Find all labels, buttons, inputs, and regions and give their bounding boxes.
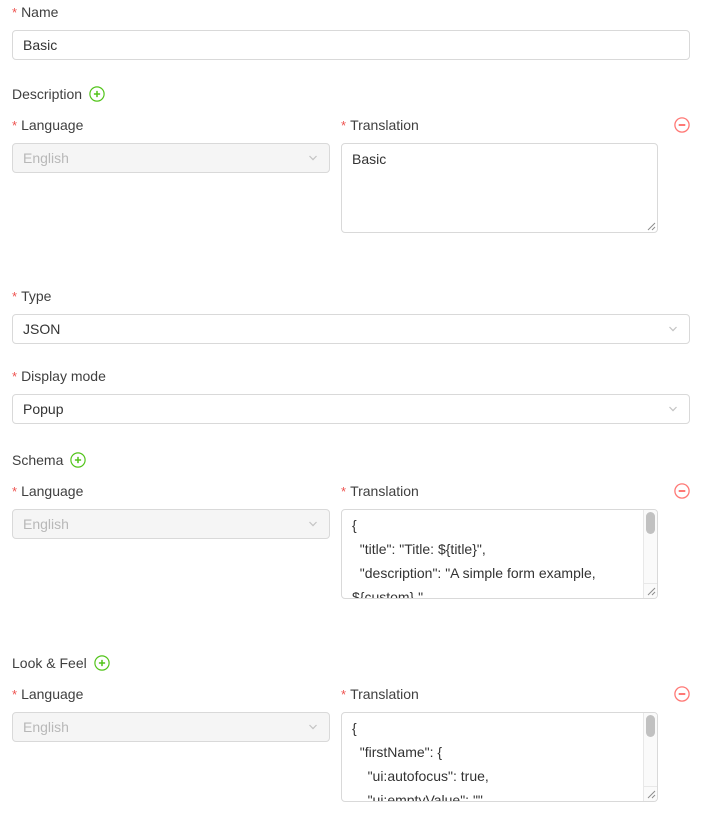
translation-field-label [341, 117, 658, 134]
schema-language-select [12, 509, 330, 539]
language-label-text: Language [21, 117, 84, 133]
scrollbar-corner [643, 786, 657, 801]
scrollbar-track[interactable] [643, 510, 657, 583]
description-language-select [12, 143, 330, 173]
remove-look-feel-translation-button[interactable] [674, 686, 690, 702]
plus-circle-icon [94, 655, 110, 671]
name-field-label [12, 4, 690, 21]
minus-circle-icon [674, 117, 690, 133]
type-select-value: JSON [23, 321, 61, 337]
display-mode-select[interactable] [12, 394, 690, 424]
remove-schema-translation-button[interactable] [674, 483, 690, 499]
type-field-label [12, 288, 690, 305]
description-language-column [12, 117, 330, 173]
chevron-down-icon [307, 721, 319, 733]
look-feel-section-title: Look & Feel [12, 655, 87, 671]
scrollbar-track[interactable] [643, 713, 657, 786]
look-feel-section-header [12, 653, 690, 673]
language-field-label [12, 483, 330, 500]
plus-circle-icon [70, 452, 86, 468]
minus-circle-icon [674, 483, 690, 499]
translation-label-text: Translation [350, 686, 419, 702]
description-translation-textarea[interactable] [341, 143, 658, 233]
scrollbar-thumb[interactable] [646, 512, 655, 534]
language-field-label [12, 686, 330, 703]
required-marker: * [12, 484, 18, 499]
add-look-feel-translation-button[interactable] [94, 655, 110, 671]
type-label-text: Type [21, 288, 52, 304]
required-marker: * [341, 687, 347, 702]
chevron-down-icon [667, 403, 679, 415]
type-select[interactable] [12, 314, 690, 344]
required-marker: * [341, 118, 347, 133]
language-select-value: English [23, 719, 69, 735]
add-schema-translation-button[interactable] [70, 452, 86, 468]
scrollbar-corner [643, 583, 657, 598]
schema-language-column [12, 483, 330, 539]
remove-description-translation-button[interactable] [674, 117, 690, 133]
name-label-text: Name [21, 4, 59, 20]
name-input[interactable] [12, 30, 690, 60]
description-translation-column [341, 117, 658, 233]
chevron-down-icon [667, 323, 679, 335]
schema-translation-row [12, 483, 690, 599]
description-section-header [12, 84, 690, 104]
schema-section-header [12, 450, 690, 470]
look-feel-translation-textarea[interactable] [341, 712, 658, 802]
translation-field-label [341, 686, 658, 703]
resize-grip-icon[interactable] [647, 790, 656, 799]
required-marker: * [12, 5, 18, 20]
schema-translation-textarea[interactable] [341, 509, 658, 599]
required-marker: * [12, 118, 18, 133]
resize-grip-icon[interactable] [647, 587, 656, 596]
scrollbar-thumb[interactable] [646, 715, 655, 737]
description-translation-row [12, 117, 690, 233]
language-field-label [12, 117, 330, 134]
schema-section-title: Schema [12, 452, 64, 468]
plus-circle-icon [89, 86, 105, 102]
translation-field-label [341, 483, 658, 500]
look-feel-language-column [12, 686, 330, 742]
display-mode-field-label [12, 368, 690, 385]
translation-label-text: Translation [350, 117, 419, 133]
schema-translation-column [341, 483, 658, 599]
display-mode-select-value: Popup [23, 401, 64, 417]
language-select-value: English [23, 150, 69, 166]
minus-circle-icon [674, 686, 690, 702]
language-label-text: Language [21, 483, 84, 499]
required-marker: * [12, 289, 18, 304]
chevron-down-icon [307, 518, 319, 530]
resize-grip-icon[interactable] [647, 222, 656, 231]
add-description-translation-button[interactable] [89, 86, 105, 102]
required-marker: * [12, 687, 18, 702]
translation-label-text: Translation [350, 483, 419, 499]
required-marker: * [341, 484, 347, 499]
look-feel-translation-column [341, 686, 658, 802]
language-label-text: Language [21, 686, 84, 702]
look-feel-language-select [12, 712, 330, 742]
required-marker: * [12, 369, 18, 384]
display-mode-label-text: Display mode [21, 368, 106, 384]
description-section-title: Description [12, 86, 83, 102]
look-feel-translation-row [12, 686, 690, 802]
language-select-value: English [23, 516, 69, 532]
chevron-down-icon [307, 152, 319, 164]
